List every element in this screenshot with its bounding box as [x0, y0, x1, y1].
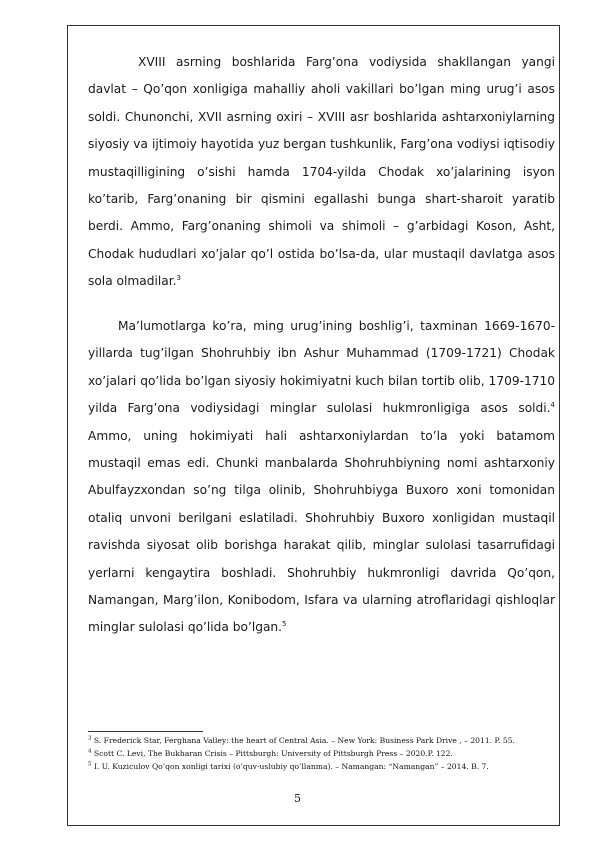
- footnote-text: Scott C. Levi, The Bukharan Crisis – Pittsburgh: University of Pittsburgh Press – 2020.P. 122.: [93, 748, 453, 758]
- footnote-3: [88, 735, 558, 748]
- footnote-text: I. U. Kuziculov Qo’qon xonligi tarixi (o’quv-uslubiy qo’llanma). – Namangan: “Namangan” – 2014. B. 7.: [93, 761, 489, 771]
- footnote-ref-4[interactable]: 4: [550, 401, 555, 410]
- footnote-ref-5[interactable]: 5: [282, 620, 287, 629]
- footnotes: [88, 735, 558, 773]
- paragraph-2: [88, 313, 555, 642]
- paragraph-2-text: Ma’lumotlarga ko’ra, ming urug’ining boshlig’i, taxminan 1669-1670-yillarda tug’ilgan Shohruhbiy ibn Ashur Muhammad (1709-1721) Chodak xo’jalari qo’lida bo’lgan siyosiy hokimiyatni kuch bilan tortib olib, 1709-1710 yilda Farg’ona vodiysidagi minglar sulolasi hukmronligiga asos soldi.: [88, 319, 555, 416]
- footnote-number: 5: [88, 761, 92, 768]
- footnote-text: S. Frederick Star, Ferghana Valley: the heart of Central Asia. – New York: Business Park Drive , – 2011. P. 55.: [93, 736, 515, 745]
- footnote-number: 4: [88, 748, 92, 755]
- footnote-5: [88, 761, 558, 774]
- footnote-4: [88, 748, 558, 761]
- footnote-ref-3[interactable]: 3: [176, 274, 181, 283]
- paragraph-2-text-cont: Ammo, uning hokimiyati hali ashtarxoniylardan to’la yoki batamom mustaqil emas edi. Chunki manbalarda Shohruhbiyning nomi ashtarxoniy Abulfayzxondan so’ng tilga olinib, Shohruhbiyga Buxoro xoni tomonidan otaliq unvoni berilgani eslatiladi. Shohruhbiy Buxoro xonligidan mustaqil ravishda siyosat olib borishga harakat qilib, minglar sulolasi tasarrufidagi yerlarni kengaytira boshladi. Shohruhbiy hukmronligi davrida Qo’qon, Namangan, Marg’ilon, Konibodom, Isfara va ularning atroflaridagi qishloqlar minglar sulolasi qo’lida bo’lgan.: [88, 428, 555, 635]
- page-number: 5: [294, 792, 301, 805]
- paragraph-1-text: XVIII asrning boshlarida Farg’ona vodiysida shakllangan yangi davlat – Qo’qon xonligiga mahalliy aholi vakillari bo’lgan ming urug’i asos soldi. Chunonchi, XVII asrning oxiri – XVIII asr boshlarida ashtarxoniylarning siyosiy va ijtimoiy hayotida yuz bergan tushkunlik, Farg’ona vodiysi iqtisodiy mustaqilligining o’sishi hamda 1704-yilda Chodak xo’jalarining isyon ko’tarib, Farg’onaning bir qismini egallashi bunga shart-sharoit yaratib berdi. Ammo, Farg’onaning shimoli va shimoli – g’arbidagi Koson, Asht, Chodak hududlari xo’jalar qo’l ostida bo’lsa-da, ular mustaqil davlatga asos sola olmadilar.: [88, 55, 555, 289]
- footnote-number: 3: [88, 735, 92, 742]
- footnote-separator: [88, 731, 203, 732]
- paragraph-1: [88, 49, 555, 296]
